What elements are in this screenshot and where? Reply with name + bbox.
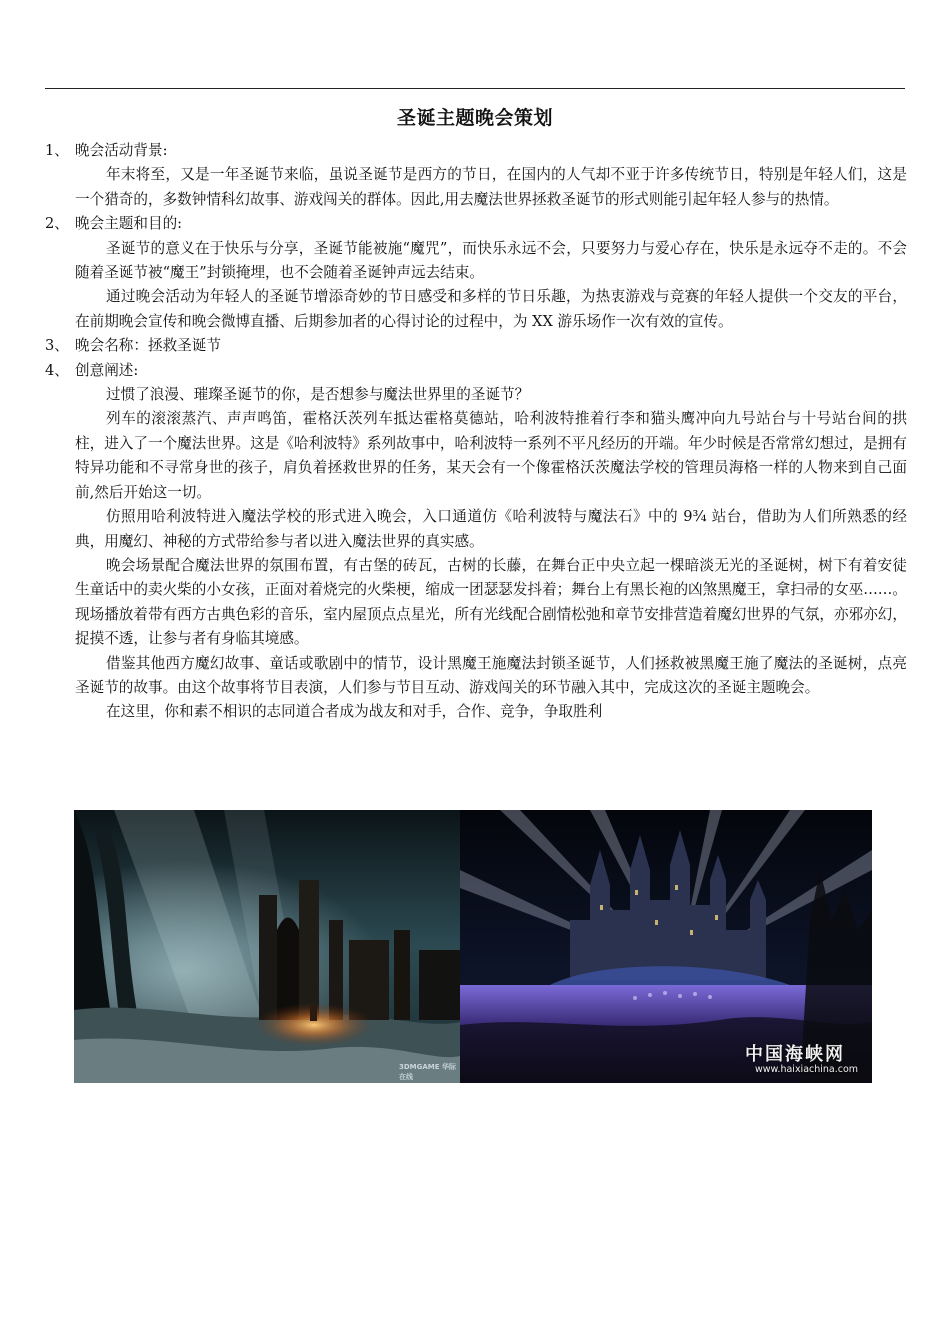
section-heading (45, 212, 907, 236)
image-watermark: 中国海峡网 (745, 1044, 845, 1065)
section-name (45, 334, 907, 358)
header-rule (45, 88, 905, 89)
dark-ruins-image (74, 810, 460, 1083)
paragraph: 过惯了浪漫、璀璨圣诞节的你，是否想参与魔法世界里的圣诞节？ (106, 386, 530, 404)
paragraph: 圣诞节的意义在于快乐与分享，圣诞节能被施“魔咒”，而快乐永远不会，只要努力与爱心存在，快乐是永远夺不走的。不会随着圣诞节被“魔王”封锁掩埋，也不会随着圣诞钟声远去结束。 (75, 239, 907, 282)
section-number: 3、 (45, 337, 69, 355)
section-background (45, 139, 907, 212)
section-heading (45, 139, 907, 163)
castle-concert-image (460, 810, 872, 1083)
paragraph: 年末将至，又是一年圣诞节来临，虽说圣诞节是西方的节日，在国内的人气却不亚于许多传统节日，特别是年轻人们，这是一个猎奇的，多数钟情科幻故事、游戏闯关的群体。因此,用去魔法世界拯救圣诞节的形式则能引起年轻人参与的热情。 (75, 166, 907, 208)
section-heading (45, 334, 907, 358)
image-watermark: 3DMGAME 华际在线 (399, 1063, 456, 1081)
section-heading-text: 晚会活动背景: (75, 142, 168, 159)
document-body (45, 139, 907, 725)
paragraph: 在这里，你和素不相识的志同道合者成为战友和对手，合作、竞争，争取胜利 (106, 703, 603, 721)
paragraph: 仿照用哈利波特进入魔法学校的形式进入晚会，入口通道仿《哈利波特与魔法石》中的 9¾ 站台，借助为人们所熟悉的经典，用魔幻、神秘的方式带给参与者以进入魔法世界的真实感。 (75, 508, 907, 550)
section-heading-text: 创意阐述: (75, 361, 139, 379)
section-heading-text: 晚会主题和目的: (75, 215, 183, 233)
paragraph: 通过晚会活动为年轻人的圣诞节增添奇妙的节日感受和多样的节日乐趣，为热衷游戏与竞赛的年轻人提供一个交友的平台，在前期晚会宣传和晚会微博直播、后期参加者的心得讨论的过程中，为 XX 游乐场作一次有效的宣传。 (75, 288, 907, 330)
section-number: 4、 (45, 361, 69, 379)
paragraph: 列车的滚滚蒸汽、声声鸣笛，霍格沃茨列车抵达霍格莫德站，哈利波特推着行李和猫头鹰冲向九号站台与十号站台间的拱柱，进入了一个魔法世界。这是《哈利波特》系列故事中，哈利波特一系列不平凡经历的开端。年少时候是否常常幻想过，是拥有特异功能和不寻常身世的孩子，肩负着拯救世界的任务，某天会有一个像霍格沃茨魔法学校的管理员海格一样的人物来到自己面前,然后开始这一切。 (75, 410, 907, 501)
section-number: 2、 (45, 215, 69, 233)
section-number: 1、 (45, 142, 69, 159)
document-title: 圣诞主题晚会策划 (396, 107, 553, 129)
paragraph: 晚会场景配合魔法世界的氛围布置，有古堡的砖瓦，古树的长藤，在舞台正中央立起一棵暗淡无光的圣诞树，树下有着安徒生童话中的卖火柴的小女孩，正面对着烧完的火柴梗，缩成一团瑟瑟发抖着；舞台上有黑长袍的凶煞黑魔王，拿扫帚的女巫……。现场播放着带有西方古典色彩的音乐，室内屋顶点点星光，所有光线配合剧情松弛和章节安排营造着魔幻世界的气氛，亦邪亦幻，捉摸不透，让参与者有身临其境感。 (75, 556, 907, 648)
dark-ruins-illustration (74, 810, 460, 1083)
image-watermark-url: www.haixiachina.com (755, 1064, 859, 1075)
section-creative (45, 359, 907, 725)
section-theme (45, 212, 907, 334)
section-heading (45, 359, 907, 383)
paragraph: 借鉴其他西方魔幻故事、童话或歌剧中的情节，设计黑魔王施魔法封锁圣诞节，人们拯救被黑魔王施了魔法的圣诞树，点亮圣诞节的故事。由这个故事将节目表演，人们参与节目互动、游戏闯关的环节融入其中，完成这次的圣诞主题晚会。 (75, 654, 907, 696)
illustration-pair (74, 810, 872, 1083)
section-heading-text: 晚会名称：拯救圣诞节 (75, 337, 221, 355)
